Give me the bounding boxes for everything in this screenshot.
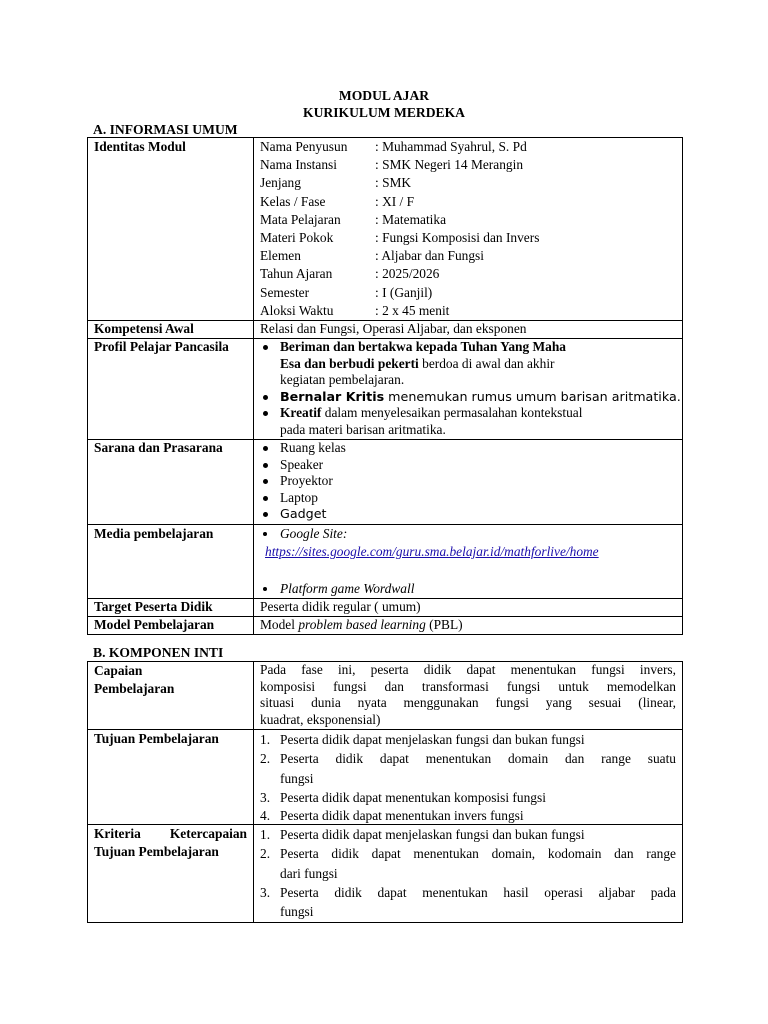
section-b-heading: B. KOMPONEN INTI	[93, 645, 224, 660]
list-item: Speaker	[260, 457, 676, 474]
model-pembelajaran-label: Model Pembelajaran	[94, 616, 215, 632]
media-list	[260, 525, 676, 543]
sarana-list	[260, 440, 676, 523]
document-title: MODUL AJAR	[338, 88, 430, 103]
list-item: Gadget	[260, 506, 676, 523]
list-item: Laptop	[260, 490, 676, 507]
kompetensi-awal-label: Kompetensi Awal	[94, 321, 194, 337]
identity-field: Nama Penyusun : Muhammad Syahrul, S. Pd	[260, 139, 527, 154]
identity-field: Elemen : Aljabar dan Fungsi	[260, 248, 484, 264]
profil-list	[260, 339, 681, 439]
tujuan-label: Tujuan Pembelajaran	[94, 731, 219, 746]
table-row	[88, 730, 683, 825]
kompetensi-awal-value: Relasi dan Fungsi, Operasi Aljabar, dan eksponen	[260, 321, 527, 337]
list-item: Google Site:	[260, 525, 676, 543]
table-row	[88, 339, 683, 440]
list-item: Bernalar Kritis menemukan rumus umum barisan aritmatika.	[260, 389, 676, 406]
table-row	[88, 321, 683, 339]
list-item: 4. Peserta didik dapat menentukan invers fungsi	[260, 808, 524, 824]
profil-pelajar-label: Profil Pelajar Pancasila	[94, 339, 229, 355]
list-item: Proyektor	[260, 473, 676, 490]
identity-field: Tahun Ajaran : 2025/2026	[260, 266, 440, 282]
identity-field: Semester : I (Ganjil)	[260, 284, 433, 300]
table-row	[88, 616, 683, 634]
table-row	[88, 525, 683, 599]
list-item: 1. Peserta didik dapat menjelaskan fungsi dan bukan fungsi	[260, 732, 585, 747]
identity-field: Jenjang : SMK	[260, 175, 412, 191]
identity-field: Nama Instansi : SMK Negeri 14 Merangin	[260, 157, 524, 173]
komponen-inti-table	[87, 661, 683, 923]
informasi-umum-table	[87, 137, 683, 635]
list-item: Kreatif dalam menyelesaikan permasalahan kontekstual pada materi barisan aritmatika.	[260, 405, 676, 438]
table-row	[88, 440, 683, 525]
identity-field: Materi Pokok : Fungsi Komposisi dan Invers	[260, 230, 540, 246]
document-subtitle: KURIKULUM MERDEKA	[303, 105, 465, 120]
list-item: 1. Peserta didik dapat menjelaskan fungsi dan bukan fungsi	[260, 827, 585, 843]
kriteria-list	[260, 825, 676, 921]
identity-field: Kelas / Fase : XI / F	[260, 193, 415, 209]
capaian-label: Capaian Pembelajaran	[94, 663, 175, 696]
list-item: Ruang kelas	[260, 440, 676, 457]
google-site-link[interactable]: https://sites.google.com/guru.sma.belajar.id/mathforlive/home	[265, 544, 599, 560]
tujuan-list	[260, 730, 676, 824]
table-row	[88, 138, 683, 321]
list-item: 3. Peserta didik dapat menentukan hasil operasi aljabar pada fungsi	[260, 885, 676, 920]
identitas-modul-fields	[254, 138, 683, 321]
identity-field: Mata Pelajaran : Matematika	[260, 211, 447, 227]
sarana-prasarana-label: Sarana dan Prasarana	[94, 440, 223, 456]
table-row	[88, 598, 683, 616]
list-item: Platform game Wordwall	[260, 580, 676, 598]
identity-field: Aloksi Waktu : 2 x 45 menit	[260, 302, 450, 318]
kriteria-label: Kriteria Ketercapaian Tujuan Pembelajaran	[94, 826, 247, 860]
list-item: 3. Peserta didik dapat menentukan komposisi fungsi	[260, 789, 546, 805]
target-peserta-label: Target Peserta Didik	[94, 598, 213, 614]
identitas-modul-label: Identitas Modul	[94, 139, 186, 154]
list-item: Beriman dan bertakwa kepada Tuhan Yang Maha Esa dan berbudi pekerti berdoa di awal dan akhir kegiatan pembelajaran.	[260, 339, 676, 389]
section-a-heading: A. INFORMASI UMUM	[93, 122, 238, 137]
table-row	[88, 825, 683, 922]
capaian-text: Pada fase ini, peserta didik dapat menentukan fungsi invers, komposisi fungsi dan transformasi fungsi untuk memodelkan situasi dunia nyata menggunakan fungsi yang sesuai (linear, kuadrat, eksponensial)	[254, 662, 683, 730]
list-item: 2. Peserta didik dapat menentukan domain dan range suatu fungsi	[260, 751, 676, 786]
media-pembelajaran-label: Media pembelajaran	[94, 526, 214, 542]
model-pembelajaran-value: Model problem based learning (PBL)	[260, 616, 463, 632]
table-row	[88, 662, 683, 730]
target-peserta-value: Peserta didik regular ( umum)	[260, 598, 421, 614]
list-item: 2. Peserta didik dapat menentukan domain, kodomain dan range dari fungsi	[260, 846, 676, 881]
